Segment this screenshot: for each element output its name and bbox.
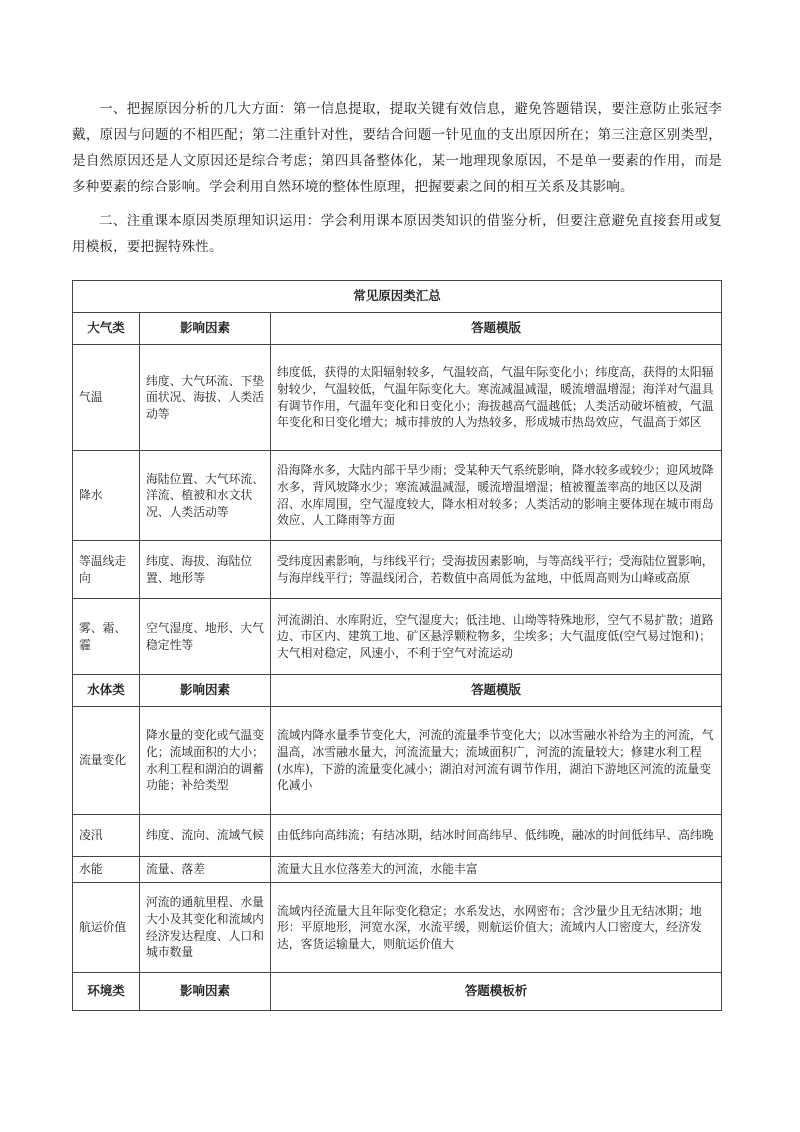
row-answer-template: 由低纬向高纬流；有结冰期，结冰时间高纬早、低纬晚，融冰的时间低纬早、高纬晚 xyxy=(271,815,722,857)
row-factors: 纬度、流向、流域气候 xyxy=(140,815,271,857)
table-title-row xyxy=(73,281,722,313)
table-row xyxy=(73,815,722,857)
answer-column-header: 答题模版 xyxy=(271,675,722,707)
answer-column-header: 答题模板析 xyxy=(271,973,722,1011)
row-answer-template: 流域内径流量大且年际变化稳定；水系发达，水网密布；含沙量少且无结冰期；地形：平原地形，河宽水深，水流平缓，则航运价值大；流域内人口密度大，经济发达，客货运输量大，则航运价值大 xyxy=(271,883,722,973)
section-category-header: 水体类 xyxy=(73,675,140,707)
table-row xyxy=(73,451,722,541)
cause-summary-table xyxy=(72,280,722,1011)
section-category-header: 大气类 xyxy=(73,313,140,345)
table-row xyxy=(73,883,722,973)
row-answer-template: 河流湖泊、水库附近，空气湿度大；低洼地、山坳等特殊地形，空气不易扩散；道路边、市区内、建筑工地、矿区悬浮颗粒物多，尘埃多；大气温度低(空气易过饱和)；大气相对稳定，风速小，不利于空气对流运动 xyxy=(271,599,722,675)
row-category: 雾、霜、霾 xyxy=(73,599,140,675)
factor-column-header: 影响因素 xyxy=(140,313,271,345)
row-answer-template: 纬度低，获得的太阳辐射较多，气温较高，气温年际变化小；纬度高，获得的太阳辐射较少，气温较低，气温年际变化大。寒流减温减湿，暖流增温增湿；海洋对气温具有调节作用，气温年变化和日变化小；海拔越高气温越低；人类活动破坏植被，气温年变化和日变化增大；城市排放的人为热较多，形成城市热岛效应，气温高于郊区 xyxy=(271,345,722,451)
row-category: 等温线走向 xyxy=(73,541,140,599)
row-answer-template: 沿海降水多，大陆内部干旱少雨；受某种天气系统影响，降水较多或较少；迎风坡降水多，背风坡降水少；寒流减温减湿，暖流增温增湿；植被覆盖率高的地区以及湖沼、水库周围，空气湿度较大，降水相对较多；人类活动的影响主要体现在城市雨岛效应、人工降雨等方面 xyxy=(271,451,722,541)
table-row xyxy=(73,345,722,451)
row-factors: 降水量的变化或气温变化；流域面积的大小；水利工程和湖泊的调蓄功能；补给类型 xyxy=(140,707,271,815)
row-category: 航运价值 xyxy=(73,883,140,973)
table-row xyxy=(73,707,722,815)
table-row xyxy=(73,857,722,883)
document-body xyxy=(72,96,722,260)
intro-paragraph-1: 一、把握原因分析的几大方面：第一信息提取，提取关键有效信息，避免答题错误，要注意防止张冠李戴，原因与问题的不相匹配；第二注重针对性，要结合问题一针见血的支出原因所在；第三注意区别类型，是自然原因还是人文原因还是综合考虑；第四具备整体化，某一地理现象原因，不是单一要素的作用，而是多种要素的综合影响。学会利用自然环境的整体性原理，把握要素之间的相互关系及其影响。 xyxy=(72,101,722,195)
row-answer-template: 受纬度因素影响，与纬线平行；受海拔因素影响，与等高线平行；受海陆位置影响，与海岸线平行；等温线闭合，若数值中高周低为盆地，中低周高则为山峰或高原 xyxy=(271,541,722,599)
row-answer-template: 流域内降水量季节变化大，河流的流量季节变化大；以冰雪融水补给为主的河流，气温高，冰雪融水量大，河流流量大；流域面积广，河流的流量较大；修建水利工程(水库)，下游的流量变化减小；湖泊对河流有调节作用，湖泊下游地区河流的流量变化减小 xyxy=(271,707,722,815)
row-category: 降水 xyxy=(73,451,140,541)
row-factors: 纬度、海拔、海陆位置、地形等 xyxy=(140,541,271,599)
section-header-row xyxy=(73,973,722,1011)
factor-column-header: 影响因素 xyxy=(140,675,271,707)
intro-paragraph-2: 二、注重课本原因类原理知识运用：学会利用课本原因类知识的借鉴分析，但要注意避免直接套用或复用模板，要把握特殊性。 xyxy=(72,213,722,255)
row-answer-template: 流量大且水位落差大的河流，水能丰富 xyxy=(271,857,722,883)
row-category: 凌汛 xyxy=(73,815,140,857)
row-factors: 纬度、大气环流、下垫面状况、海拔、人类活动等 xyxy=(140,345,271,451)
section-header-row xyxy=(73,675,722,707)
row-category: 气温 xyxy=(73,345,140,451)
row-category: 流量变化 xyxy=(73,707,140,815)
row-factors: 海陆位置、大气环流、洋流、植被和水文状况、人类活动等 xyxy=(140,451,271,541)
section-header-row xyxy=(73,313,722,345)
table-title: 常见原因类汇总 xyxy=(73,281,722,313)
row-category: 水能 xyxy=(73,857,140,883)
row-factors: 空气湿度、地形、大气稳定性等 xyxy=(140,599,271,675)
table-row xyxy=(73,599,722,675)
section-category-header: 环境类 xyxy=(73,973,140,1011)
answer-column-header: 答题模版 xyxy=(271,313,722,345)
row-factors: 流量、落差 xyxy=(140,857,271,883)
factor-column-header: 影响因素 xyxy=(140,973,271,1011)
table-row xyxy=(73,541,722,599)
row-factors: 河流的通航里程、水量大小及其变化和流域内经济发达程度、人口和城市数量 xyxy=(140,883,271,973)
